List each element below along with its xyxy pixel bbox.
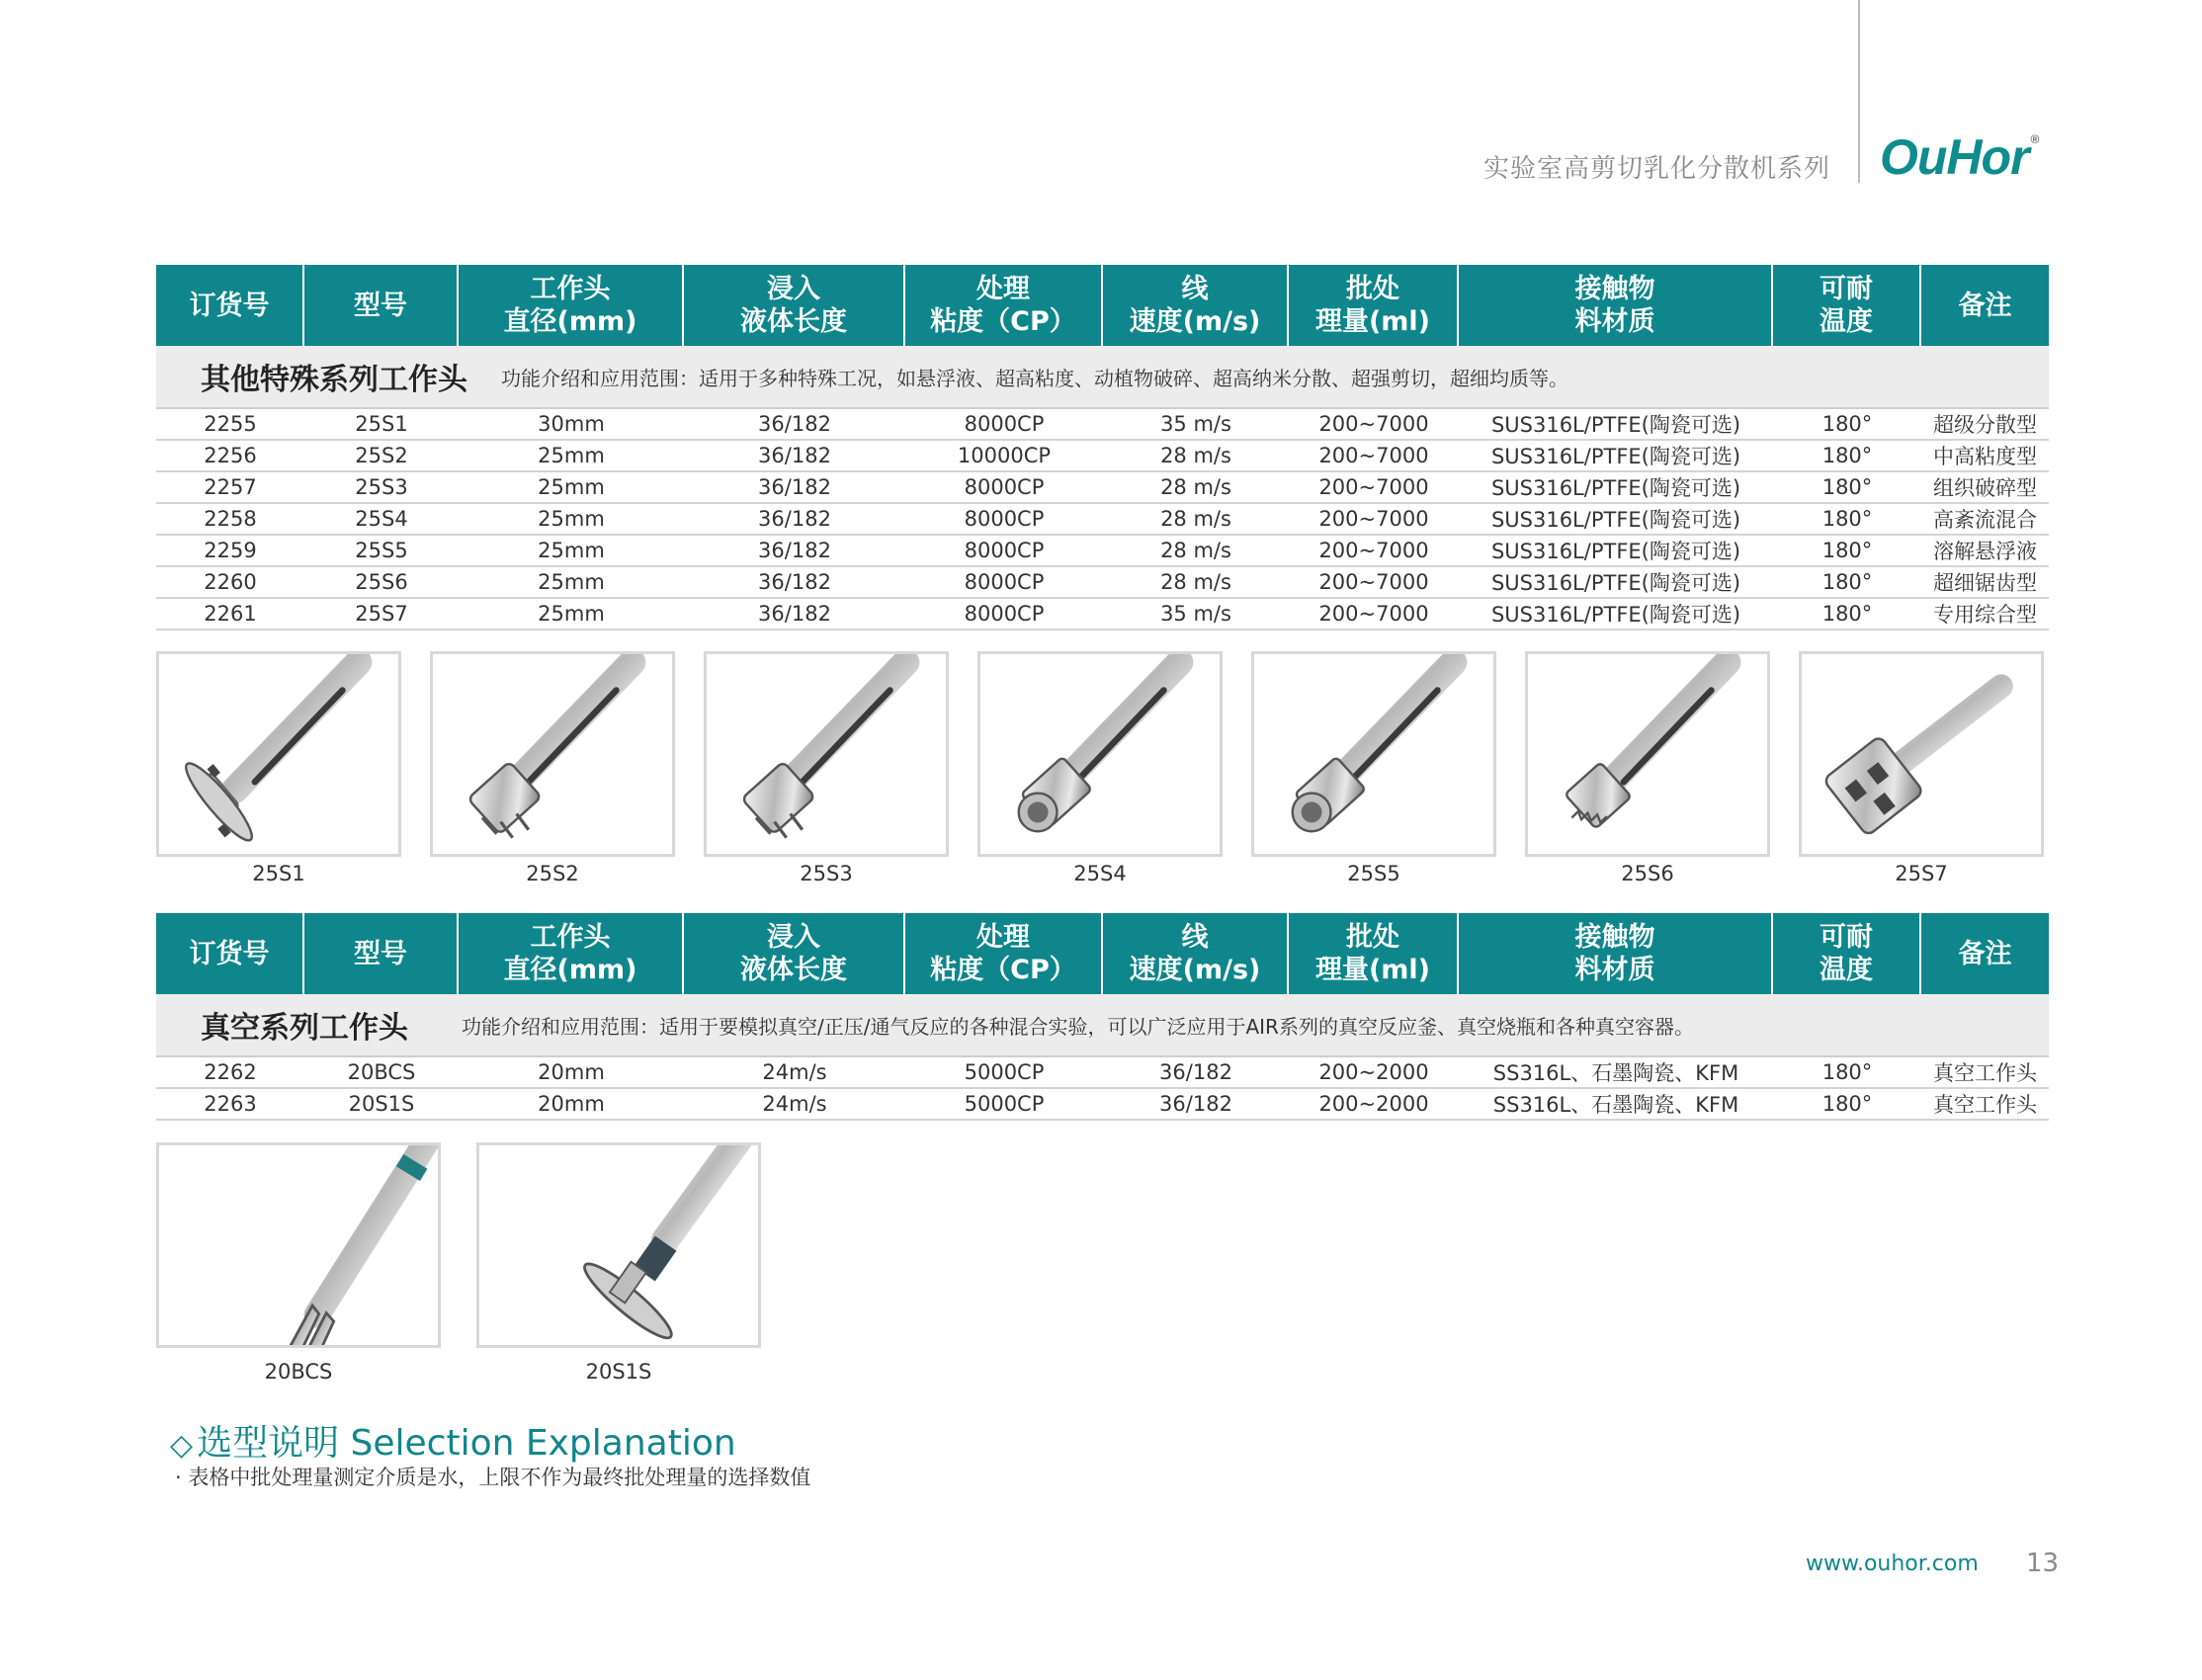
cell-model: 25S5 (355, 539, 408, 562)
cell-remark: 超细锯齿型 (1933, 571, 2037, 595)
photo-caption: 20BCS (264, 1360, 333, 1384)
dispersing-head-image (1802, 654, 2041, 854)
table-row (156, 567, 2049, 599)
cell-line-speed: 36/182 (1159, 1060, 1232, 1084)
cell-model: 25S7 (355, 602, 408, 626)
diamond-icon: ◇ (170, 1428, 194, 1463)
cell-material: SUS316L/PTFE(陶瓷可选) (1490, 603, 1741, 627)
cell-viscosity: 8000CP (964, 602, 1045, 626)
cell-temperature: 180° (1821, 602, 1873, 626)
cell-line-speed: 35 m/s (1160, 412, 1231, 436)
table-row (156, 536, 2049, 567)
cell-model: 25S2 (355, 444, 408, 467)
cell-order-no: 2258 (204, 507, 257, 531)
selection-title-text: 选型说明 Selection Explanation (197, 1423, 736, 1464)
cell-line-speed: 28 m/s (1160, 507, 1231, 531)
cell-head-diameter: 25mm (538, 444, 605, 467)
website-link[interactable]: www.ouhor.com (1806, 1552, 1979, 1576)
cell-remark: 中高粘度型 (1933, 445, 2037, 468)
cell-viscosity: 10000CP (957, 444, 1052, 467)
dispersing-head-image (1254, 654, 1493, 854)
cell-head-diameter: 25mm (538, 602, 605, 626)
cell-line-speed: 28 m/s (1160, 570, 1231, 594)
cell-temperature: 180° (1821, 1092, 1873, 1116)
cell-batch-volume: 200~2000 (1318, 1092, 1429, 1116)
photo-caption: 25S6 (1621, 862, 1674, 885)
column-header-temperature: 可耐 温度 (1773, 913, 1921, 994)
column-header-order-no: 订货号 (156, 913, 304, 994)
column-header-batch-volume: 批处 理量(ml) (1289, 265, 1459, 346)
column-header-model: 型号 (304, 913, 459, 994)
cell-model: 25S6 (355, 570, 408, 594)
cell-viscosity: 8000CP (964, 507, 1045, 531)
cell-immersion-length: 36/182 (758, 444, 831, 467)
logo-text: OuHor (1880, 129, 2029, 185)
cell-temperature: 180° (1821, 412, 1873, 436)
section-description: 功能介绍和应用范围：适用于多种特殊工况，如悬浮液、超高粘度、动植物破碎、超高纳米分散、超强剪切，超细均质等。 (501, 366, 1568, 390)
column-header-head-diameter: 工作头 直径(mm) (459, 265, 684, 346)
column-header-viscosity: 处理 粘度（CP） (905, 913, 1103, 994)
cell-batch-volume: 200~7000 (1318, 570, 1429, 594)
cell-material: SUS316L/PTFE(陶瓷可选) (1490, 540, 1741, 563)
table-row (156, 1057, 2049, 1089)
cell-batch-volume: 200~7000 (1318, 507, 1429, 531)
cell-material: SUS316L/PTFE(陶瓷可选) (1490, 445, 1741, 468)
cell-immersion-length: 36/182 (758, 412, 831, 436)
cell-order-no: 2261 (204, 602, 257, 626)
column-header-immersion-length: 浸入 液体长度 (684, 265, 905, 346)
cell-order-no: 2257 (204, 475, 257, 499)
cell-remark: 超级分散型 (1933, 413, 2037, 437)
cell-batch-volume: 200~7000 (1318, 475, 1429, 499)
column-header-viscosity: 处理 粘度（CP） (905, 265, 1103, 346)
cell-temperature: 180° (1821, 507, 1873, 531)
dispersing-head-image (479, 1145, 758, 1345)
photo-caption: 25S2 (526, 862, 579, 885)
cell-line-speed: 36/182 (1159, 1092, 1232, 1116)
cell-immersion-length: 36/182 (758, 570, 831, 594)
product-photo (1525, 651, 1770, 857)
cell-model: 25S1 (355, 412, 408, 436)
cell-model: 25S4 (355, 507, 408, 531)
photo-caption: 25S1 (252, 862, 305, 885)
table-header (156, 913, 2049, 994)
cell-material: SS316L、石墨陶瓷、KFM (1492, 1093, 1739, 1117)
registered-mark: ® (2030, 132, 2039, 146)
product-photo (156, 651, 401, 857)
cell-material: SUS316L/PTFE(陶瓷可选) (1490, 413, 1741, 437)
cell-head-diameter: 25mm (538, 475, 605, 499)
cell-remark: 溶解悬浮液 (1933, 540, 2037, 563)
cell-order-no: 2255 (204, 412, 257, 436)
cell-batch-volume: 200~7000 (1318, 539, 1429, 562)
cell-line-speed: 35 m/s (1160, 602, 1231, 626)
cell-head-diameter: 20mm (538, 1060, 605, 1084)
cell-material: SUS316L/PTFE(陶瓷可选) (1490, 476, 1741, 500)
section-header (156, 994, 2049, 1057)
table-row (156, 1089, 2049, 1121)
dispersing-head-image (980, 654, 1220, 854)
photo-caption: 20S1S (585, 1360, 652, 1384)
cell-remark: 高紊流混合 (1933, 508, 2037, 532)
column-header-material: 接触物 料材质 (1459, 265, 1773, 346)
dispersing-head-image (1528, 654, 1767, 854)
cell-line-speed: 28 m/s (1160, 539, 1231, 562)
product-photo (156, 1142, 441, 1348)
cell-temperature: 180° (1821, 570, 1873, 594)
section-title: 其他特殊系列工作头 (201, 363, 467, 397)
table-row (156, 599, 2049, 630)
column-header-model: 型号 (304, 265, 459, 346)
table-row (156, 504, 2049, 536)
table-row (156, 409, 2049, 441)
product-photo (977, 651, 1223, 857)
cell-temperature: 180° (1821, 539, 1873, 562)
cell-viscosity: 8000CP (964, 475, 1045, 499)
product-photo (1251, 651, 1496, 857)
dispersing-head-image (159, 1145, 438, 1345)
product-photo (476, 1142, 761, 1348)
column-header-line-speed: 线 速度(m/s) (1103, 265, 1289, 346)
cell-order-no: 2263 (204, 1092, 257, 1116)
cell-immersion-length: 36/182 (758, 507, 831, 531)
column-header-remark: 备注 (1958, 290, 2012, 321)
column-header-order-no: 订货号 (156, 265, 304, 346)
special-series-table (156, 265, 2049, 630)
section-header (156, 346, 2049, 409)
cell-line-speed: 28 m/s (1160, 475, 1231, 499)
cell-head-diameter: 25mm (538, 507, 605, 531)
cell-material: SS316L、石墨陶瓷、KFM (1492, 1061, 1739, 1085)
cell-remark: 组织破碎型 (1933, 476, 2037, 500)
cell-head-diameter: 20mm (538, 1092, 605, 1116)
cell-temperature: 180° (1821, 444, 1873, 467)
product-photo (704, 651, 949, 857)
header-divider (1858, 0, 1860, 183)
photo-caption: 25S3 (800, 862, 853, 885)
photo-caption: 25S4 (1073, 862, 1127, 885)
dispersing-head-image (433, 654, 672, 854)
column-header-line-speed: 线 速度(m/s) (1103, 913, 1289, 994)
column-header-head-diameter: 工作头 直径(mm) (459, 913, 684, 994)
column-header-immersion-length: 浸入 液体长度 (684, 913, 905, 994)
cell-remark: 真空工作头 (1933, 1061, 2037, 1085)
cell-head-diameter: 30mm (538, 412, 605, 436)
cell-model: 25S3 (355, 475, 408, 499)
cell-immersion-length: 36/182 (758, 602, 831, 626)
cell-material: SUS316L/PTFE(陶瓷可选) (1490, 508, 1741, 532)
section-description: 功能介绍和应用范围：适用于要模拟真空/正压/通气反应的各种混合实验，可以广泛应用于AIR系列的真空反应釜、真空烧瓶和各种真空容器。 (462, 1014, 1694, 1039)
cell-viscosity: 8000CP (964, 412, 1045, 436)
dispersing-head-image (159, 654, 398, 854)
selection-title (170, 1415, 736, 1466)
section-title: 真空系列工作头 (201, 1011, 408, 1046)
column-header-temperature: 可耐 温度 (1773, 265, 1921, 346)
cell-order-no: 2262 (204, 1060, 257, 1084)
series-title: 实验室高剪切乳化分散机系列 (1482, 154, 1830, 184)
cell-batch-volume: 200~2000 (1318, 1060, 1429, 1084)
cell-immersion-length: 24m/s (762, 1092, 827, 1116)
cell-immersion-length: 24m/s (762, 1060, 827, 1084)
cell-order-no: 2256 (204, 444, 257, 467)
page-number: 13 (2026, 1549, 2060, 1578)
column-header-material: 接触物 料材质 (1459, 913, 1773, 994)
column-header-batch-volume: 批处 理量(ml) (1289, 913, 1459, 994)
product-photo (430, 651, 675, 857)
cell-remark: 专用综合型 (1933, 603, 2037, 627)
brand-logo (1880, 128, 2038, 186)
cell-model: 20S1S (348, 1092, 415, 1116)
cell-viscosity: 8000CP (964, 570, 1045, 594)
vacuum-series-table (156, 913, 2049, 1121)
table-row (156, 472, 2049, 504)
cell-immersion-length: 36/182 (758, 539, 831, 562)
photo-caption: 25S5 (1347, 862, 1400, 885)
cell-model: 20BCS (347, 1060, 416, 1084)
cell-temperature: 180° (1821, 475, 1873, 499)
column-header-remark: 备注 (1958, 938, 2012, 969)
cell-viscosity: 8000CP (964, 539, 1045, 562)
dispersing-head-image (707, 654, 946, 854)
cell-order-no: 2259 (204, 539, 257, 562)
cell-temperature: 180° (1821, 1060, 1873, 1084)
table-body (156, 1057, 2049, 1121)
cell-batch-volume: 200~7000 (1318, 444, 1429, 467)
photo-caption: 25S7 (1895, 862, 1948, 885)
cell-material: SUS316L/PTFE(陶瓷可选) (1490, 571, 1741, 595)
cell-batch-volume: 200~7000 (1318, 412, 1429, 436)
cell-order-no: 2260 (204, 570, 257, 594)
cell-remark: 真空工作头 (1933, 1093, 2037, 1117)
table-header (156, 265, 2049, 346)
cell-head-diameter: 25mm (538, 570, 605, 594)
table-body (156, 409, 2049, 630)
cell-batch-volume: 200~7000 (1318, 602, 1429, 626)
cell-line-speed: 28 m/s (1160, 444, 1231, 467)
table-row (156, 441, 2049, 472)
cell-viscosity: 5000CP (964, 1092, 1045, 1116)
cell-immersion-length: 36/182 (758, 475, 831, 499)
selection-note: · 表格中批处理量测定介质是水，上限不作为最终批处理量的选择数值 (175, 1466, 811, 1489)
cell-head-diameter: 25mm (538, 539, 605, 562)
cell-viscosity: 5000CP (964, 1060, 1045, 1084)
product-photo (1799, 651, 2044, 857)
